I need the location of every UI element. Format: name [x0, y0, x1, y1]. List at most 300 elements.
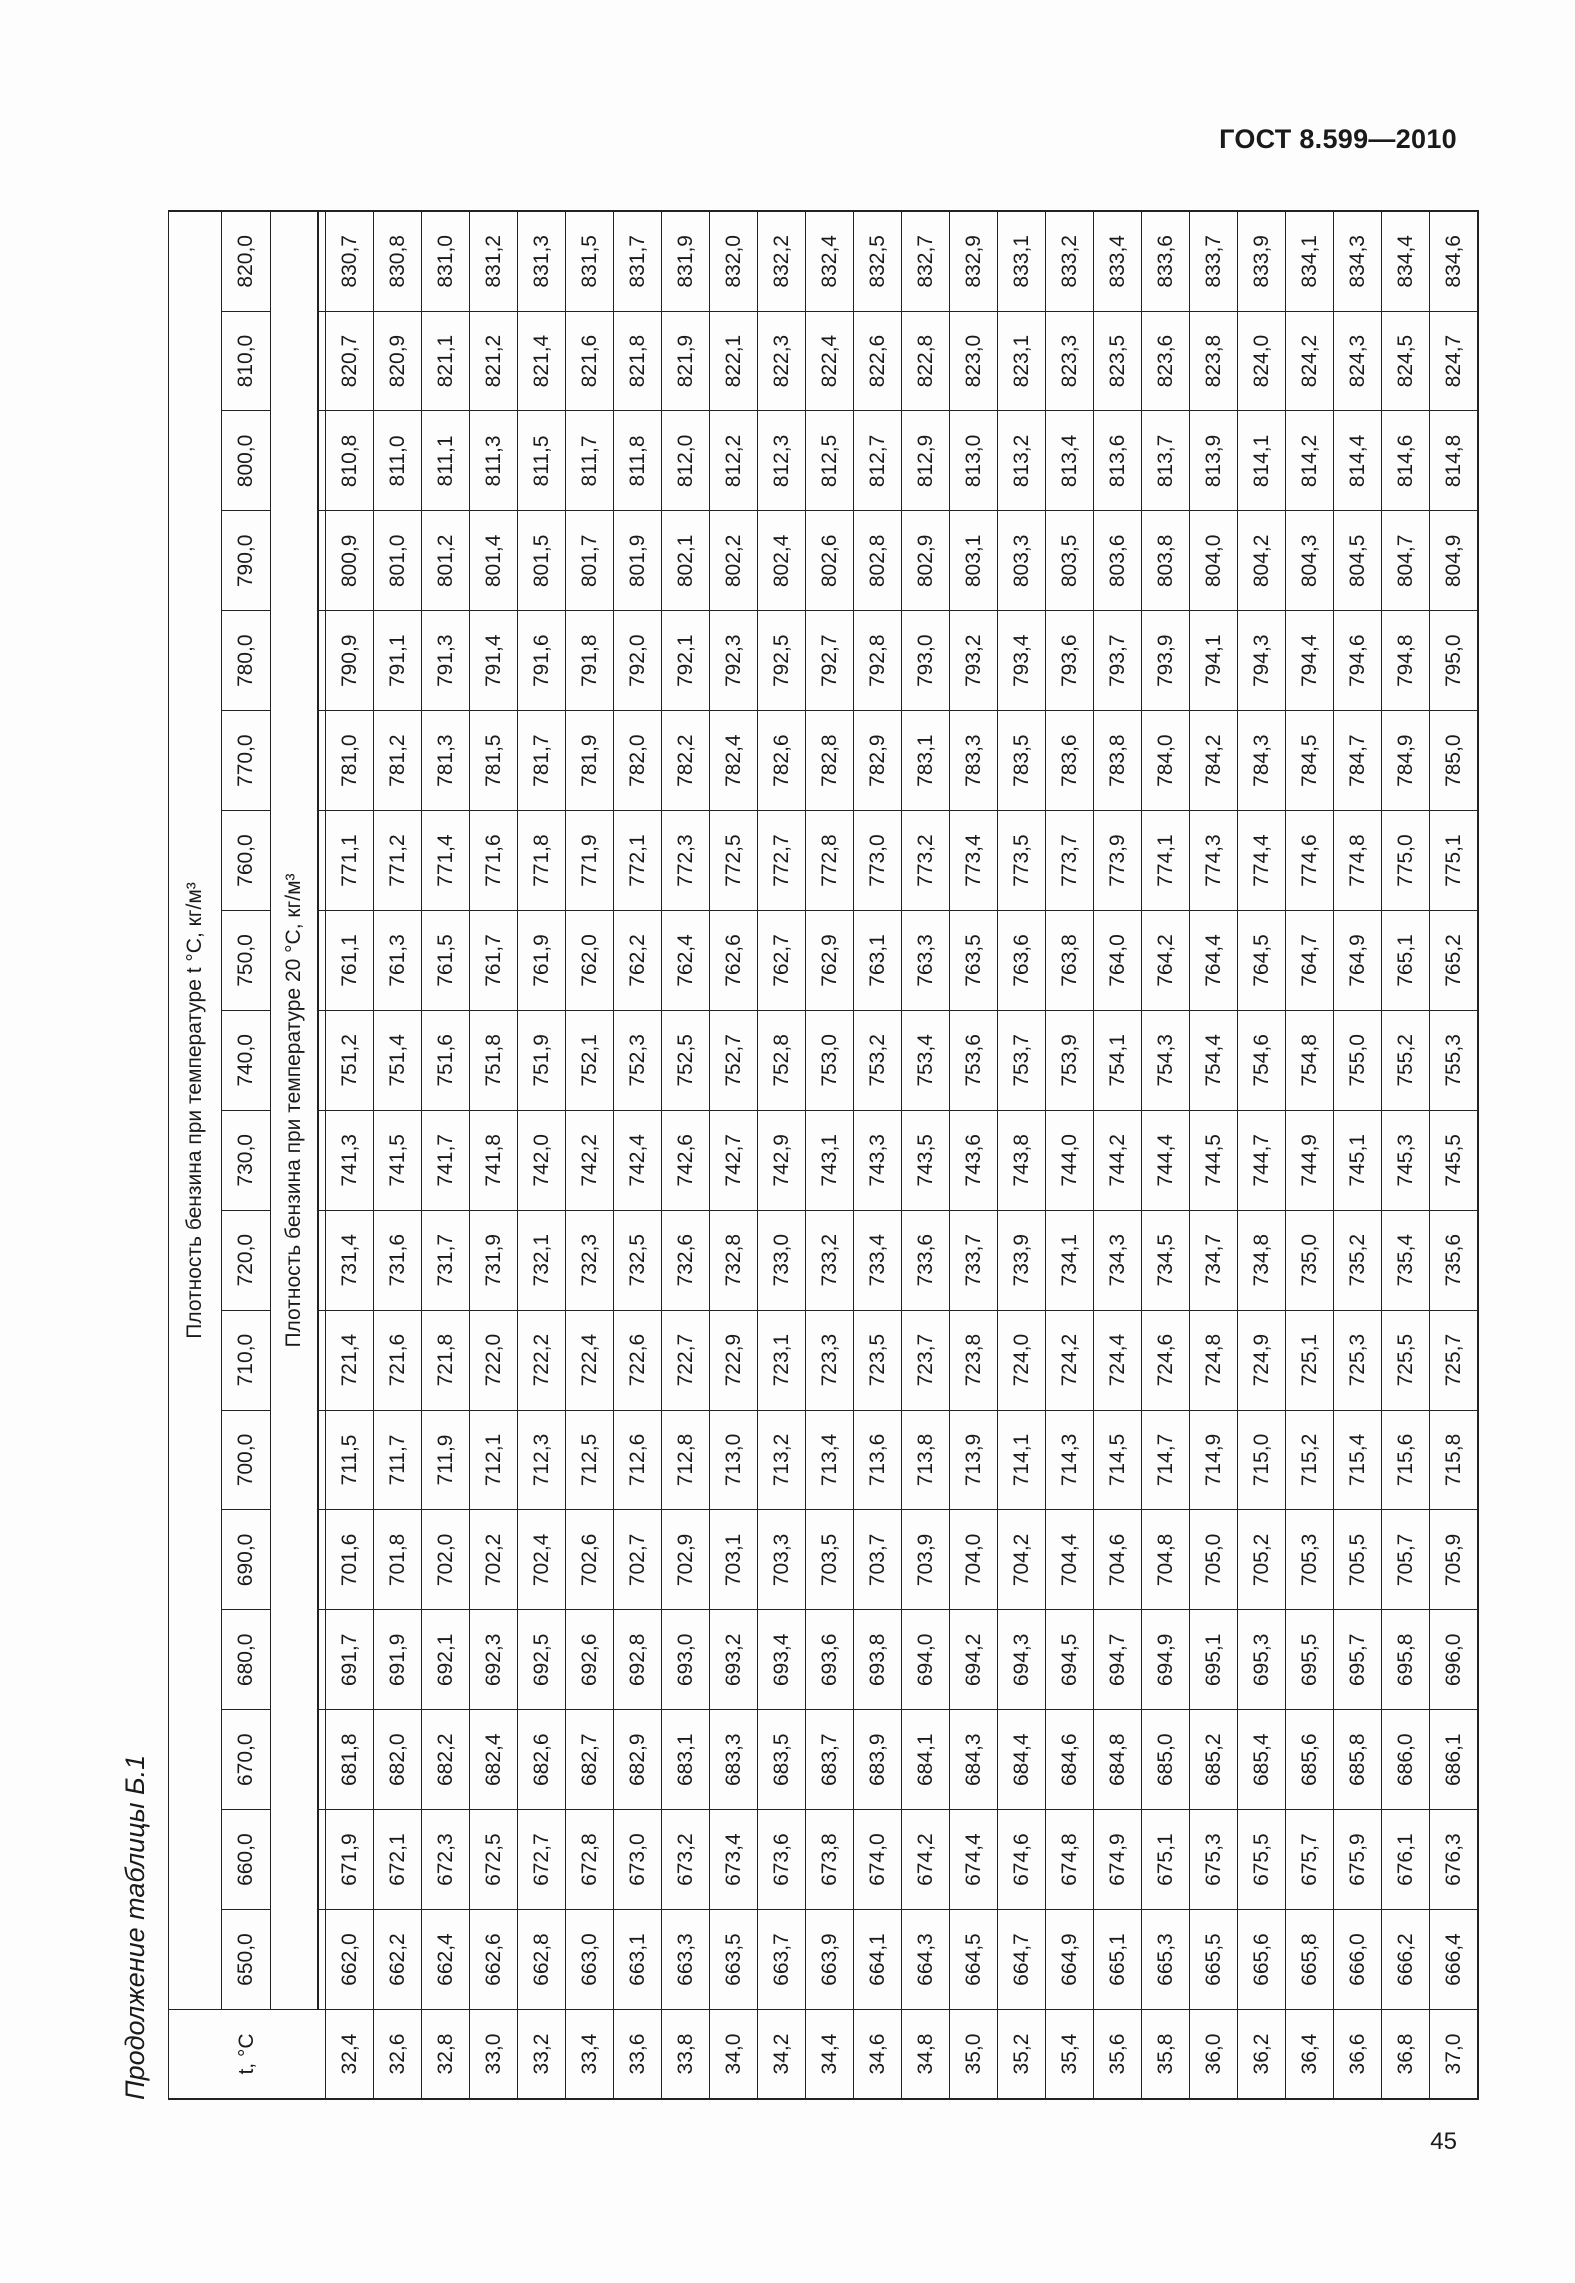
- density-cell: 792,0: [614, 611, 662, 711]
- density-cell: 752,5: [662, 1010, 710, 1110]
- density-cell: 820,7: [326, 311, 374, 411]
- density-cell: 783,1: [902, 711, 950, 811]
- density-cell: 813,6: [1094, 411, 1142, 511]
- density-cell: 734,5: [1142, 1210, 1190, 1310]
- density-cell: 823,6: [1142, 311, 1190, 411]
- spacer-cell: [318, 511, 326, 611]
- density-cell: 832,7: [902, 211, 950, 311]
- density-cell: 832,2: [758, 211, 806, 311]
- column-header: 670,0: [222, 1710, 271, 1810]
- density-cell: 715,2: [1286, 1410, 1334, 1510]
- density-cell: 725,3: [1334, 1310, 1382, 1410]
- density-cell: 771,4: [422, 811, 470, 911]
- density-cell: 685,0: [1142, 1710, 1190, 1810]
- spacer-cell: [318, 311, 326, 411]
- density-cell: 831,3: [518, 211, 566, 311]
- table-row: [1094, 211, 1142, 2099]
- density-cell: 663,5: [710, 1910, 758, 2010]
- density-cell: 744,5: [1190, 1110, 1238, 1210]
- density-cell: 713,8: [902, 1410, 950, 1510]
- density-cell: 711,5: [326, 1410, 374, 1510]
- density-cell: 793,6: [1046, 611, 1094, 711]
- density-cell: 751,4: [374, 1010, 422, 1110]
- density-cell: 781,5: [470, 711, 518, 811]
- density-cell: 672,8: [566, 1810, 614, 1910]
- density-cell: 824,3: [1334, 311, 1382, 411]
- density-cell: 791,8: [566, 611, 614, 711]
- density-cell: 702,9: [662, 1510, 710, 1610]
- density-cell: 773,0: [854, 811, 902, 911]
- density-cell: 733,6: [902, 1210, 950, 1310]
- density-cell: 813,7: [1142, 411, 1190, 511]
- density-cell: 832,4: [806, 211, 854, 311]
- density-cell: 783,6: [1046, 711, 1094, 811]
- density-cell: 754,6: [1238, 1010, 1286, 1110]
- density-cell: 735,4: [1382, 1210, 1430, 1310]
- density-cell: 742,0: [518, 1110, 566, 1210]
- subheader-row: [271, 211, 319, 2099]
- density-cell: 794,4: [1286, 611, 1334, 711]
- density-cell: 813,2: [998, 411, 1046, 511]
- density-cell: 663,3: [662, 1910, 710, 2010]
- temperature-cell: 33,2: [518, 2010, 566, 2100]
- density-cell: 703,7: [854, 1510, 902, 1610]
- density-cell: 771,1: [326, 811, 374, 911]
- column-header: 760,0: [222, 811, 271, 911]
- density-cell: 772,1: [614, 811, 662, 911]
- temperature-cell: 34,0: [710, 2010, 758, 2100]
- table-row: [854, 211, 902, 2099]
- density-cell: 775,0: [1382, 811, 1430, 911]
- density-cell: 752,7: [710, 1010, 758, 1110]
- density-cell: 684,3: [950, 1710, 998, 1810]
- density-cell: 764,5: [1238, 911, 1286, 1011]
- group-header: Плотность бензина при температуре t °C, кг/м³: [169, 211, 222, 2010]
- density-cell: 813,9: [1190, 411, 1238, 511]
- density-cell: 682,9: [614, 1710, 662, 1810]
- density-cell: 764,7: [1286, 911, 1334, 1011]
- density-cell: 823,3: [1046, 311, 1094, 411]
- density-cell: 782,2: [662, 711, 710, 811]
- density-cell: 703,1: [710, 1510, 758, 1610]
- density-cell: 795,0: [1430, 611, 1479, 711]
- density-cell: 784,0: [1142, 711, 1190, 811]
- density-cell: 703,5: [806, 1510, 854, 1610]
- column-header: 780,0: [222, 611, 271, 711]
- density-cell: 722,0: [470, 1310, 518, 1410]
- density-cell: 673,4: [710, 1810, 758, 1910]
- temperature-cell: 33,8: [662, 2010, 710, 2100]
- temperature-cell: 35,6: [1094, 2010, 1142, 2100]
- density-cell: 704,0: [950, 1510, 998, 1610]
- density-cell: 754,1: [1094, 1010, 1142, 1110]
- spacer-cell: [318, 1210, 326, 1310]
- temperature-cell: 35,4: [1046, 2010, 1094, 2100]
- column-header: 820,0: [222, 211, 271, 311]
- temperature-cell: 34,4: [806, 2010, 854, 2100]
- density-cell: 753,9: [1046, 1010, 1094, 1110]
- density-cell: 735,6: [1430, 1210, 1479, 1310]
- density-cell: 743,8: [998, 1110, 1046, 1210]
- temperature-cell: 34,2: [758, 2010, 806, 2100]
- density-cell: 790,9: [326, 611, 374, 711]
- density-cell: 803,1: [950, 511, 998, 611]
- density-cell: 833,2: [1046, 211, 1094, 311]
- density-cell: 691,7: [326, 1610, 374, 1710]
- table-row: [998, 211, 1046, 2099]
- density-cell: 686,1: [1430, 1710, 1479, 1810]
- density-cell: 771,6: [470, 811, 518, 911]
- density-cell: 822,8: [902, 311, 950, 411]
- density-cell: 714,9: [1190, 1410, 1238, 1510]
- table-row: [950, 211, 998, 2099]
- density-cell: 803,3: [998, 511, 1046, 611]
- density-cell: 666,2: [1382, 1910, 1430, 2010]
- density-cell: 781,3: [422, 711, 470, 811]
- density-cell: 754,3: [1142, 1010, 1190, 1110]
- density-cell: 814,1: [1238, 411, 1286, 511]
- density-cell: 753,7: [998, 1010, 1046, 1110]
- density-cell: 772,3: [662, 811, 710, 911]
- temperature-cell: 33,0: [470, 2010, 518, 2100]
- density-cell: 696,0: [1430, 1610, 1479, 1710]
- table-row: [1286, 211, 1334, 2099]
- density-cell: 682,7: [566, 1710, 614, 1810]
- density-cell: 662,8: [518, 1910, 566, 2010]
- density-cell: 721,4: [326, 1310, 374, 1410]
- density-cell: 715,8: [1430, 1410, 1479, 1510]
- density-cell: 724,0: [998, 1310, 1046, 1410]
- density-cell: 784,2: [1190, 711, 1238, 811]
- density-cell: 692,8: [614, 1610, 662, 1710]
- table-body: [326, 211, 1479, 2099]
- density-cell: 791,6: [518, 611, 566, 711]
- temperature-cell: 34,6: [854, 2010, 902, 2100]
- density-cell: 685,2: [1190, 1710, 1238, 1810]
- density-cell: 725,7: [1430, 1310, 1479, 1410]
- density-cell: 683,9: [854, 1710, 902, 1810]
- density-cell: 744,2: [1094, 1110, 1142, 1210]
- density-cell: 725,5: [1382, 1310, 1430, 1410]
- density-cell: 791,1: [374, 611, 422, 711]
- density-cell: 753,2: [854, 1010, 902, 1110]
- density-cell: 732,1: [518, 1210, 566, 1310]
- density-cell: 773,7: [1046, 811, 1094, 911]
- density-cell: 722,4: [566, 1310, 614, 1410]
- density-cell: 781,0: [326, 711, 374, 811]
- density-cell: 803,5: [1046, 511, 1094, 611]
- density-cell: 814,8: [1430, 411, 1479, 511]
- density-cell: 823,8: [1190, 311, 1238, 411]
- density-cell: 723,8: [950, 1310, 998, 1410]
- density-cell: 694,5: [1046, 1610, 1094, 1710]
- density-cell: 722,7: [662, 1310, 710, 1410]
- column-header: 660,0: [222, 1810, 271, 1910]
- density-cell: 665,1: [1094, 1910, 1142, 2010]
- density-cell: 812,0: [662, 411, 710, 511]
- density-cell: 812,2: [710, 411, 758, 511]
- density-cell: 831,7: [614, 211, 662, 311]
- density-cell: 802,9: [902, 511, 950, 611]
- rotated-page-content: [120, 210, 1465, 2100]
- density-cell: 674,8: [1046, 1810, 1094, 1910]
- density-cell: 810,8: [326, 411, 374, 511]
- density-cell: 752,3: [614, 1010, 662, 1110]
- column-values-row: [222, 211, 271, 2099]
- density-cell: 782,4: [710, 711, 758, 811]
- table-row: [758, 211, 806, 2099]
- density-cell: 812,5: [806, 411, 854, 511]
- density-cell: 694,9: [1142, 1610, 1190, 1710]
- density-cell: 833,7: [1190, 211, 1238, 311]
- density-cell: 691,9: [374, 1610, 422, 1710]
- density-cell: 674,0: [854, 1810, 902, 1910]
- density-cell: 683,3: [710, 1710, 758, 1810]
- temperature-cell: 36,4: [1286, 2010, 1334, 2100]
- density-cell: 834,4: [1382, 211, 1430, 311]
- column-header: 730,0: [222, 1110, 271, 1210]
- density-cell: 685,8: [1334, 1710, 1382, 1810]
- table-row: [1046, 211, 1094, 2099]
- density-cell: 724,8: [1190, 1310, 1238, 1410]
- density-cell: 712,6: [614, 1410, 662, 1510]
- density-cell: 794,3: [1238, 611, 1286, 711]
- density-cell: 782,0: [614, 711, 662, 811]
- density-cell: 715,4: [1334, 1410, 1382, 1510]
- table-row: [1382, 211, 1430, 2099]
- density-cell: 822,1: [710, 311, 758, 411]
- density-cell: 764,4: [1190, 911, 1238, 1011]
- density-cell: 812,9: [902, 411, 950, 511]
- density-cell: 830,8: [374, 211, 422, 311]
- spacer-cell: [318, 711, 326, 811]
- density-cell: 662,2: [374, 1910, 422, 2010]
- density-cell: 701,8: [374, 1510, 422, 1610]
- spacer-cell: [318, 1010, 326, 1110]
- temperature-cell: 35,2: [998, 2010, 1046, 2100]
- column-header: 740,0: [222, 1010, 271, 1110]
- density-cell: 773,4: [950, 811, 998, 911]
- density-cell: 832,5: [854, 211, 902, 311]
- density-cell: 693,8: [854, 1610, 902, 1710]
- density-cell: 723,1: [758, 1310, 806, 1410]
- table-row: [374, 211, 422, 2099]
- density-cell: 763,6: [998, 911, 1046, 1011]
- density-table: [168, 210, 1479, 2100]
- spacer-cell: [318, 1310, 326, 1410]
- table-row: [1142, 211, 1190, 2099]
- density-cell: 823,5: [1094, 311, 1142, 411]
- spacer-cell: [318, 1810, 326, 1910]
- density-cell: 723,3: [806, 1310, 854, 1410]
- density-cell: 773,2: [902, 811, 950, 911]
- density-cell: 663,9: [806, 1910, 854, 2010]
- density-cell: 702,0: [422, 1510, 470, 1610]
- density-cell: 811,5: [518, 411, 566, 511]
- column-header: 650,0: [222, 1910, 271, 2010]
- density-cell: 732,8: [710, 1210, 758, 1310]
- density-cell: 705,7: [1382, 1510, 1430, 1610]
- density-cell: 725,1: [1286, 1310, 1334, 1410]
- density-cell: 666,4: [1430, 1910, 1479, 2010]
- density-cell: 804,0: [1190, 511, 1238, 611]
- density-cell: 723,7: [902, 1310, 950, 1410]
- density-cell: 801,5: [518, 511, 566, 611]
- density-cell: 675,1: [1142, 1810, 1190, 1910]
- density-cell: 834,6: [1430, 211, 1479, 311]
- table-row: [614, 211, 662, 2099]
- density-cell: 763,8: [1046, 911, 1094, 1011]
- density-cell: 794,6: [1334, 611, 1382, 711]
- density-cell: 772,7: [758, 811, 806, 911]
- density-cell: 824,2: [1286, 311, 1334, 411]
- density-cell: 802,6: [806, 511, 854, 611]
- density-cell: 751,9: [518, 1010, 566, 1110]
- column-header: 680,0: [222, 1610, 271, 1710]
- density-cell: 794,8: [1382, 611, 1430, 711]
- density-cell: 802,2: [710, 511, 758, 611]
- density-cell: 673,8: [806, 1810, 854, 1910]
- density-cell: 714,5: [1094, 1410, 1142, 1510]
- density-cell: 811,7: [566, 411, 614, 511]
- density-cell: 732,5: [614, 1210, 662, 1310]
- density-cell: 822,4: [806, 311, 854, 411]
- density-cell: 742,7: [710, 1110, 758, 1210]
- density-cell: 685,6: [1286, 1710, 1334, 1810]
- spacer-cell: [318, 1110, 326, 1210]
- table-row: [326, 211, 374, 2099]
- spacer-cell: [318, 911, 326, 1011]
- density-cell: 834,1: [1286, 211, 1334, 311]
- density-cell: 664,7: [998, 1910, 1046, 2010]
- density-cell: 721,8: [422, 1310, 470, 1410]
- density-cell: 791,3: [422, 611, 470, 711]
- density-cell: 733,2: [806, 1210, 854, 1310]
- column-header: 720,0: [222, 1210, 271, 1310]
- density-cell: 712,5: [566, 1410, 614, 1510]
- table-region: [120, 210, 1465, 2100]
- temperature-cell: 37,0: [1430, 2010, 1479, 2100]
- density-cell: 693,4: [758, 1610, 806, 1710]
- page-number: 45: [1430, 2128, 1457, 2155]
- density-cell: 671,9: [326, 1810, 374, 1910]
- column-header: 690,0: [222, 1510, 271, 1610]
- density-cell: 665,3: [1142, 1910, 1190, 2010]
- density-cell: 674,2: [902, 1810, 950, 1910]
- density-cell: 665,5: [1190, 1910, 1238, 2010]
- density-cell: 785,0: [1430, 711, 1479, 811]
- density-cell: 713,9: [950, 1410, 998, 1510]
- temperature-cell: 32,4: [326, 2010, 374, 2100]
- density-cell: 675,9: [1334, 1810, 1382, 1910]
- density-cell: 782,8: [806, 711, 854, 811]
- spacer-cell: [318, 611, 326, 711]
- density-cell: 674,4: [950, 1810, 998, 1910]
- density-cell: 723,5: [854, 1310, 902, 1410]
- density-cell: 676,3: [1430, 1810, 1479, 1910]
- density-cell: 711,7: [374, 1410, 422, 1510]
- density-cell: 744,9: [1286, 1110, 1334, 1210]
- density-cell: 782,6: [758, 711, 806, 811]
- density-cell: 731,7: [422, 1210, 470, 1310]
- temperature-cell: 32,6: [374, 2010, 422, 2100]
- density-cell: 814,2: [1286, 411, 1334, 511]
- temperature-cell: 32,8: [422, 2010, 470, 2100]
- density-cell: 684,6: [1046, 1710, 1094, 1810]
- temperature-cell: 36,0: [1190, 2010, 1238, 2100]
- density-cell: 762,0: [566, 911, 614, 1011]
- density-cell: 761,1: [326, 911, 374, 1011]
- density-cell: 694,3: [998, 1610, 1046, 1710]
- density-cell: 813,4: [1046, 411, 1094, 511]
- table-row: [1334, 211, 1382, 2099]
- density-cell: 784,3: [1238, 711, 1286, 811]
- column-header: 770,0: [222, 711, 271, 811]
- density-cell: 752,8: [758, 1010, 806, 1110]
- density-cell: 784,7: [1334, 711, 1382, 811]
- temperature-cell: 33,4: [566, 2010, 614, 2100]
- density-cell: 702,6: [566, 1510, 614, 1610]
- density-cell: 684,4: [998, 1710, 1046, 1810]
- density-cell: 734,7: [1190, 1210, 1238, 1310]
- column-header: 700,0: [222, 1410, 271, 1510]
- density-cell: 714,7: [1142, 1410, 1190, 1510]
- density-cell: 763,5: [950, 911, 998, 1011]
- density-cell: 824,5: [1382, 311, 1430, 411]
- table-row: [806, 211, 854, 2099]
- column-header: 800,0: [222, 411, 271, 511]
- density-cell: 702,7: [614, 1510, 662, 1610]
- density-cell: 814,6: [1382, 411, 1430, 511]
- density-cell: 743,6: [950, 1110, 998, 1210]
- density-cell: 792,1: [662, 611, 710, 711]
- density-cell: 774,6: [1286, 811, 1334, 911]
- density-cell: 834,3: [1334, 211, 1382, 311]
- density-cell: 693,0: [662, 1610, 710, 1710]
- density-cell: 772,8: [806, 811, 854, 911]
- density-cell: 802,8: [854, 511, 902, 611]
- density-cell: 712,3: [518, 1410, 566, 1510]
- density-cell: 801,7: [566, 511, 614, 611]
- density-cell: 741,5: [374, 1110, 422, 1210]
- density-cell: 712,1: [470, 1410, 518, 1510]
- density-cell: 802,1: [662, 511, 710, 611]
- density-cell: 712,8: [662, 1410, 710, 1510]
- density-cell: 665,6: [1238, 1910, 1286, 2010]
- density-cell: 662,0: [326, 1910, 374, 2010]
- density-cell: 823,1: [998, 311, 1046, 411]
- density-cell: 793,0: [902, 611, 950, 711]
- temperature-cell: 36,2: [1238, 2010, 1286, 2100]
- density-cell: 692,5: [518, 1610, 566, 1710]
- density-cell: 753,0: [806, 1010, 854, 1110]
- table-row: [566, 211, 614, 2099]
- density-cell: 813,0: [950, 411, 998, 511]
- density-cell: 703,3: [758, 1510, 806, 1610]
- density-cell: 804,9: [1430, 511, 1479, 611]
- density-cell: 743,1: [806, 1110, 854, 1210]
- density-cell: 782,9: [854, 711, 902, 811]
- density-cell: 694,7: [1094, 1610, 1142, 1710]
- density-cell: 674,6: [998, 1810, 1046, 1910]
- density-cell: 801,9: [614, 511, 662, 611]
- spacer-row: [318, 211, 326, 2099]
- density-cell: 763,3: [902, 911, 950, 1011]
- density-cell: 821,6: [566, 311, 614, 411]
- spacer-cell: [318, 811, 326, 911]
- table-row: [1190, 211, 1238, 2099]
- table-row: [422, 211, 470, 2099]
